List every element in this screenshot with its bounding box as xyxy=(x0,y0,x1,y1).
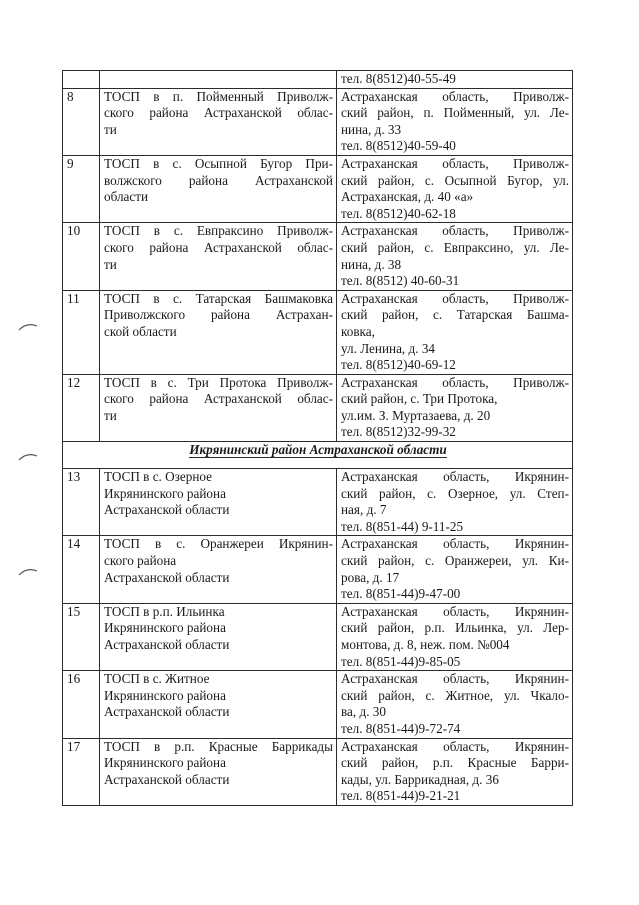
office-address-cell xyxy=(337,155,573,222)
office-address-line: ул.им. З. Муртазаева, д. 20 xyxy=(341,407,491,423)
table-row xyxy=(63,671,573,738)
office-name-line: ТОСП в с. Житное xyxy=(104,671,210,687)
office-name-cell xyxy=(100,223,337,290)
office-address-line: ский район, с. Евпраксино, ул. Ле- xyxy=(341,239,569,255)
row-number: 9 xyxy=(63,155,100,222)
office-name-line: ТОСП в с. Осыпной Бугор При- xyxy=(104,155,333,171)
office-address-line: Астраханская область, Приволж- xyxy=(341,290,569,306)
table-row xyxy=(63,155,573,222)
office-address-line: тел. 8(851-44)9-47-00 xyxy=(341,586,461,602)
office-name-cell xyxy=(100,536,337,603)
row-number xyxy=(63,71,100,89)
table-body-top xyxy=(63,71,573,442)
row-number: 16 xyxy=(63,671,100,738)
office-name-line: Икрянинского района xyxy=(104,755,226,771)
office-address-line: тел. 8(8512)40-62-18 xyxy=(341,205,456,221)
office-name-line: ского района xyxy=(104,553,177,569)
office-name-line: ТОСП в р.п. Красные Баррикады xyxy=(104,738,333,754)
office-address-line: ский район, с. Три Протока, xyxy=(341,391,498,407)
office-address-line: тел. 8(851-44) 9-11-25 xyxy=(341,518,464,534)
office-address-cell xyxy=(337,603,573,670)
office-name-line: ской области xyxy=(104,323,177,339)
office-name-line: Астраханской области xyxy=(104,771,230,787)
row-number: 11 xyxy=(63,290,100,374)
office-table xyxy=(62,70,573,806)
office-address-line: Астраханская область, Приволж- xyxy=(341,374,569,390)
row-number: 12 xyxy=(63,374,100,441)
office-name-line: Икрянинского района xyxy=(104,485,226,501)
office-address-cell xyxy=(337,290,573,374)
office-address-cell xyxy=(337,374,573,441)
office-address-line: тел. 8(8512) 40-60-31 xyxy=(341,273,460,289)
table-row xyxy=(63,603,573,670)
office-address-line: тел. 8(8512)40-59-40 xyxy=(341,138,456,154)
office-name-cell xyxy=(100,155,337,222)
office-name-line: Астраханской области xyxy=(104,569,230,585)
office-name-line: ТОСП в с. Татарская Башмаковка xyxy=(104,290,333,306)
office-name-line: волжского района Астраханской xyxy=(104,172,333,188)
office-name-line: Астраханской области xyxy=(104,502,230,518)
office-address-line: ский район, р.п. Ильинка, ул. Лер- xyxy=(341,620,569,636)
office-address-line: нина, д. 33 xyxy=(341,121,402,137)
office-name-cell xyxy=(100,71,337,89)
office-name-line: ТОСП в р.п. Ильинка xyxy=(104,603,225,619)
office-name-line: Астраханской области xyxy=(104,637,230,652)
office-address-line: кады, ул. Баррикадная, д. 36 xyxy=(341,771,499,787)
section-header-group xyxy=(63,442,573,469)
table-row xyxy=(63,469,573,536)
office-name-cell xyxy=(100,603,337,670)
office-address-cell xyxy=(337,223,573,290)
office-name-cell xyxy=(100,290,337,374)
punch-mark xyxy=(18,452,38,462)
office-name-line: ти xyxy=(104,407,117,423)
row-number: 14 xyxy=(63,536,100,603)
office-name-line: Приволжского района Астрахан- xyxy=(104,307,333,323)
row-number: 8 xyxy=(63,88,100,155)
table-body-bottom xyxy=(63,469,573,806)
office-address-line: Астраханская область, Икрянин- xyxy=(341,738,569,754)
office-name-line: Икрянинского района xyxy=(104,620,226,636)
office-address-line: ная, д. 7 xyxy=(341,502,387,518)
office-address-line: тел. 8(851-44)9-21-21 xyxy=(341,788,461,804)
office-address-line: Астраханская область, Икрянин- xyxy=(341,671,569,687)
office-name-line: Астраханской области xyxy=(104,704,230,720)
office-address-line: Астраханская область, Икрянин- xyxy=(341,536,569,552)
office-address-line: ский район, с. Татарская Башма- xyxy=(341,307,569,323)
office-address-line: ский район, с. Житное, ул. Чкало- xyxy=(341,687,569,703)
row-number: 10 xyxy=(63,223,100,290)
office-address-line: тел. 8(8512)40-55-49 xyxy=(341,71,456,86)
table-row xyxy=(63,536,573,603)
office-address-line: ул. Ленина, д. 34 xyxy=(341,340,436,356)
office-address-line: Астраханская область, Икрянин- xyxy=(341,603,569,619)
office-name-cell xyxy=(100,738,337,805)
office-address-cell xyxy=(337,71,573,89)
office-address-line: ский район, р.п. Красные Барри- xyxy=(341,755,569,771)
office-address-cell xyxy=(337,469,573,536)
office-address-line: Астраханская область, Приволж- xyxy=(341,88,569,104)
punch-mark xyxy=(18,322,38,332)
office-address-line: ский район, с. Оранжереи, ул. Ки- xyxy=(341,553,569,569)
office-name-line: ского района Астраханской облас- xyxy=(104,391,333,407)
office-address-line: Астраханская область, Икрянин- xyxy=(341,469,569,485)
office-name-cell xyxy=(100,374,337,441)
office-name-line: области xyxy=(104,189,149,205)
office-name-line: ского района Астраханской облас- xyxy=(104,105,333,121)
office-address-line: тел. 8(851-44)9-72-74 xyxy=(341,720,461,736)
table-row xyxy=(63,738,573,805)
office-name-cell xyxy=(100,88,337,155)
table-row xyxy=(63,71,573,89)
office-name-line: ского района Астраханской облас- xyxy=(104,239,333,255)
office-name-line: ТОСП в с. Оранжереи Икрянин- xyxy=(104,536,333,552)
punch-mark xyxy=(18,567,38,577)
section-heading-cell xyxy=(63,442,573,469)
office-name-line: ти xyxy=(104,256,117,272)
office-name-cell xyxy=(100,671,337,738)
office-address-line: ский район, п. Пойменный, ул. Ле- xyxy=(341,105,569,121)
office-address-line: тел. 8(8512)32-99-32 xyxy=(341,424,456,440)
row-number: 15 xyxy=(63,603,100,670)
office-name-line: ти xyxy=(104,121,117,137)
office-address-line: монтова, д. 8, неж. пом. №004 xyxy=(341,637,510,652)
office-name-line: ТОСП в с. Три Протока Приволж- xyxy=(104,374,333,390)
office-address-cell xyxy=(337,671,573,738)
table-row xyxy=(63,223,573,290)
office-address-line: ковка, xyxy=(341,323,375,339)
table-row xyxy=(63,290,573,374)
office-address-line: тел. 8(8512)40-69-12 xyxy=(341,357,456,373)
office-name-line: ТОСП в с. Евпраксино Приволж- xyxy=(104,223,333,239)
office-address-cell xyxy=(337,536,573,603)
office-name-line: ТОСП в с. Озерное xyxy=(104,469,212,485)
section-row xyxy=(63,442,573,469)
row-number: 13 xyxy=(63,469,100,536)
row-number: 17 xyxy=(63,738,100,805)
table-row xyxy=(63,88,573,155)
office-address-line: Астраханская область, Приволж- xyxy=(341,155,569,171)
office-address-line: Астраханская, д. 40 «а» xyxy=(341,189,474,205)
table-row xyxy=(63,374,573,441)
office-address-line: рова, д. 17 xyxy=(341,569,400,585)
office-name-cell xyxy=(100,469,337,536)
office-address-cell xyxy=(337,738,573,805)
office-address-cell xyxy=(337,88,573,155)
section-title: Икрянинский район Астраханской области xyxy=(189,442,447,458)
office-name-line: ТОСП в п. Пойменный Приволж- xyxy=(104,88,333,104)
office-address-line: Астраханская область, Приволж- xyxy=(341,223,569,239)
office-address-line: нина, д. 38 xyxy=(341,256,402,272)
office-address-line: ский район, с. Осыпной Бугор, ул. xyxy=(341,172,569,188)
office-address-line: ский район, с. Озерное, ул. Степ- xyxy=(341,485,569,501)
office-address-line: ва, д. 30 xyxy=(341,704,386,720)
office-name-line: Икрянинского района xyxy=(104,687,226,703)
office-address-line: тел. 8(851-44)9-85-05 xyxy=(341,653,461,669)
